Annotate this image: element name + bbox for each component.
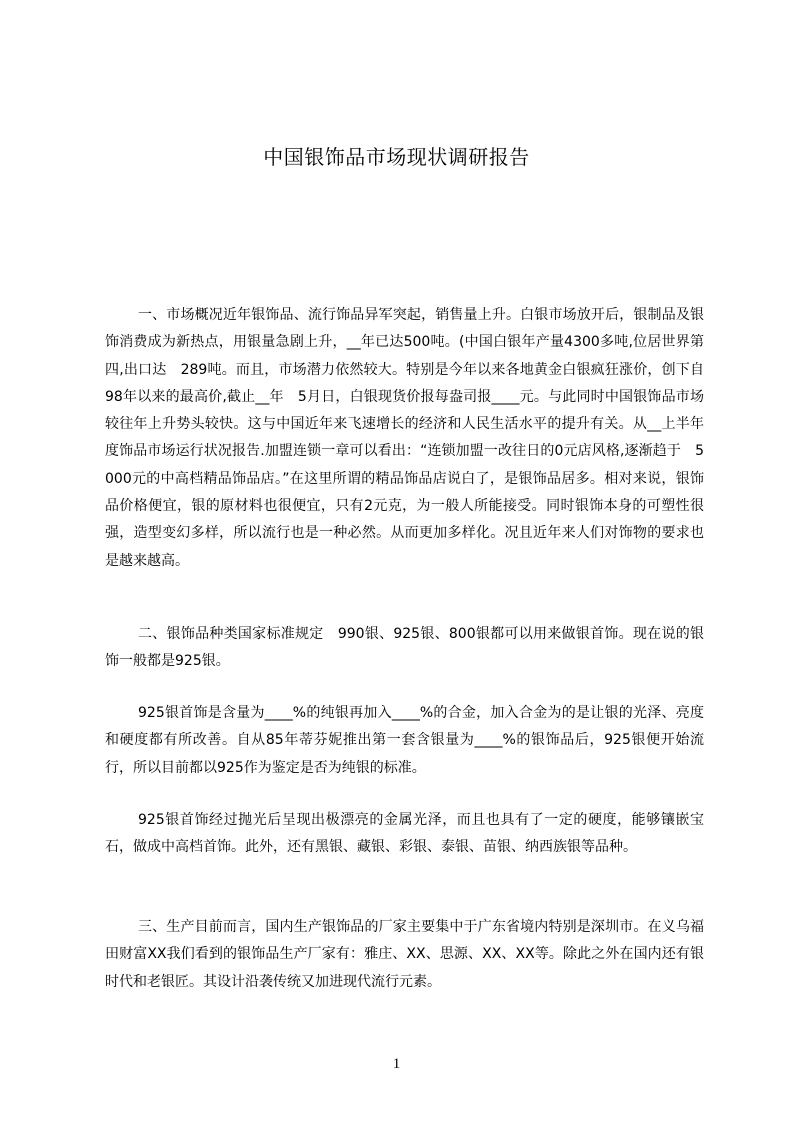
paragraph-925-silver-composition: 925银首饰是含量为____%的纯银再加入____%的合金，加入合金为的是让银的光泽、亮度和硬度都有所改善。自从85年蒂芬妮推出第一套含银量为____%的银饰品后，925银便开始流行，所以目前都以925作为鉴定是否为纯银的标准。 bbox=[105, 705, 704, 776]
page-number: 1 bbox=[392, 1056, 401, 1072]
paragraph-market-overview: 一、市场概况近年银饰品、流行饰品异军突起，销售量上升。白银市场放开后，银制品及银饰消费成为新热点，用银量急剧上升，__年已达500吨。(中国白银年产量4300多吨,位居世界第四,出口达 289吨。而且，市场潜力依然较大。特别是今年以来各地黄金白银疯狂涨价，创下自98年以来的最高价,截止__年 5月日，白银现货价报每盎司报____元。与此同时中国银饰品市场较往年上升势头较快。这与中国近年来飞速增长的经济和人民生活水平的提升有关。从__上半年度饰品市场运行状况报告.加盟连锁一章可以看出：“连锁加盟一改往日的0元店风格,逐渐趋于 5000元的中高档精品饰品店。”在这里所谓的精品饰品店说白了，是银饰品居多。相对来说，银饰品价格便宜，银的原材料也很便宜，只有2元克，为一般人所能接受。同时银饰本身的可塑性很强，造型变幻多样，所以流行也是一种必然。从而更加多样化。况且近年来人们对饰物的要求也是越来越高。 bbox=[105, 307, 704, 569]
paragraph-product-types: 二、银饰品种类国家标准规定 990银、925银、800银都可以用来做银首饰。现在说的银饰一般都是925银。 bbox=[105, 626, 704, 670]
document-title: 中国银饰品市场现状调研报告 bbox=[263, 145, 530, 169]
paragraph-production: 三、生产目前而言，国内生产银饰品的厂家主要集中于广东省境内特别是深圳市。在义乌福田财富XX我们看到的银饰品生产厂家有：雅庄、XX、思源、XX、XX等。除此之外在国内还有银时代和老银匠。其设计沿袭传统又加进现代流行元素。 bbox=[105, 919, 704, 990]
paragraph-925-silver-properties: 925银首饰经过抛光后呈现出极漂亮的金属光泽，而且也具有了一定的硬度，能够镶嵌宝石，做成中高档首饰。此外，还有黑银、藏银、彩银、泰银、苗银、纳西族银等品种。 bbox=[105, 812, 704, 856]
